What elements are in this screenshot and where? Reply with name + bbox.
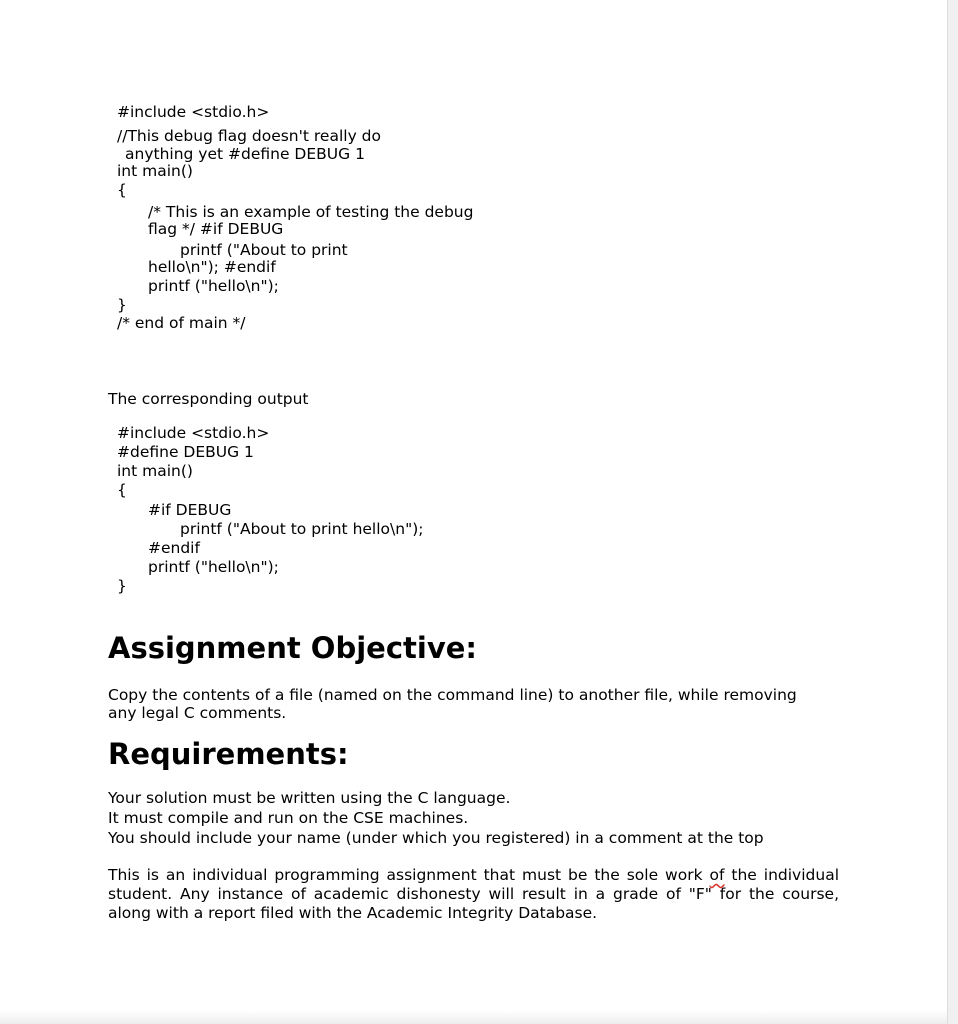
integrity-text: This is an individual programming assignment that must be the sole work [108,866,710,884]
code-line: anything yet #define DEBUG 1 [125,145,365,163]
integrity-line [108,866,839,885]
output-code-line: #define DEBUG 1 [117,443,254,461]
requirement-item: Your solution must be written using the C language. [108,789,511,807]
objective-heading: Assignment Objective: [108,631,477,665]
output-code-line: #if DEBUG [148,501,232,519]
code-line: #include <stdio.h> [117,103,270,121]
code-line: int main() [117,162,193,180]
code-line: hello\n"); #endif [148,258,276,276]
output-code-line: printf ("About to print hello\n"); [180,520,424,538]
integrity-paragraph [108,866,839,923]
integrity-line: along with a report filed with the Academic Integrity Database. [108,904,598,922]
code-line: //This debug flag doesn't really do [117,127,381,145]
code-line: printf ("hello\n"); [148,277,279,295]
code-line: printf ("About to print [180,241,348,259]
page-bottom-edge [0,1010,948,1024]
requirement-item: It must compile and run on the CSE machines. [108,809,469,827]
requirements-heading: Requirements: [108,737,349,771]
objective-text: any legal C comments. [108,704,287,722]
output-code-line: { [117,481,127,499]
output-code-line: int main() [117,462,193,480]
code-line: flag */ #if DEBUG [148,220,284,238]
output-code-line: } [117,577,127,595]
code-line: /* This is an example of testing the debug [148,203,474,221]
code-line: { [117,181,127,199]
integrity-text: the individual [724,866,840,884]
code-line: /* end of main */ [117,314,246,332]
output-code-line: printf ("hello\n"); [148,558,279,576]
integrity-line: student. Any instance of academic dishonesty will result in a grade of "F" for the course, [108,885,839,903]
output-code-line: #include <stdio.h> [117,424,270,442]
output-label: The corresponding output [108,390,309,408]
code-line: } [117,296,127,314]
spellcheck-word: of [709,866,725,884]
vertical-scrollbar[interactable] [947,0,958,1024]
objective-text: Copy the contents of a file (named on the command line) to another file, while removing [108,686,797,704]
requirement-item: You should include your name (under which you registered) in a comment at the top [108,829,764,847]
output-code-line: #endif [148,539,200,557]
